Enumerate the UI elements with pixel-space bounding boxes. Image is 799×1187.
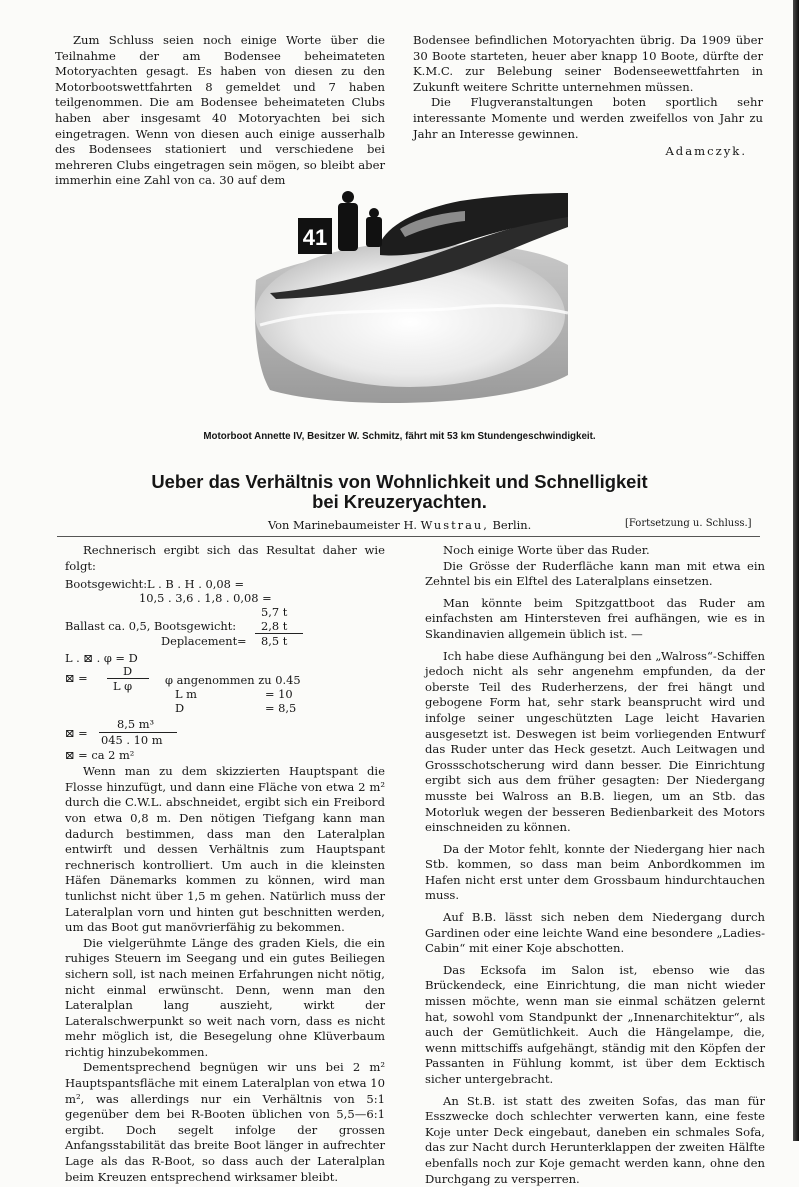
bottom-right-paragraph: Ich habe diese Aufhängung bei den „Walross“-Schiffen jedoch nicht als sehr angenehm empfunden, da der oberste Teil des Ruderherzens, der frei hängt und gebogene Form hat, sehr stark beansprucht wird und infolge seiner ungeschützten Lage leicht Havarien ausgesetzt ist. Deswegen ist beim vorliegenden Entwurf das Ruder unter das Heck gesetzt. Auch Leitwagen und Grossschotscherung wird dann besser. Die Einrichtung ergibt sich aus dem früher gesagten: Der Niedergang musste bei Walross an B.B. liegen, um an Stb. das Motorluk wegen der besseren Bedienbarkeit des Motors einschneiden zu können. xyxy=(425,648,765,835)
ballast-value: 2,8 t xyxy=(261,619,288,634)
bottom-left-column xyxy=(65,543,385,1185)
fraction-numerator: D xyxy=(123,664,133,679)
author-signature: Adamczyk. xyxy=(665,144,747,159)
equation: L . ⊠ . φ = D xyxy=(65,651,138,666)
bottom-right-paragraph: Noch einige Worte über das Ruder. xyxy=(443,543,650,557)
top-right-column xyxy=(413,33,763,160)
deplacement-eq: = xyxy=(237,634,247,649)
formula: L . B . H . 0,08 = xyxy=(147,577,244,592)
byline-prefix: Von Marinebaumeister H. xyxy=(268,518,418,532)
fraction2-left: ⊠ = xyxy=(65,726,88,741)
race-number: 41 xyxy=(302,225,328,250)
motorboat-photo xyxy=(250,185,570,410)
l-label: L m xyxy=(175,687,197,702)
passenger-figure xyxy=(366,217,382,247)
calculation-block xyxy=(65,574,385,763)
bottom-left-paragraph: Dementsprechend begnügen wir uns bei 2 m² Hauptspantsfläche mit einem Lateralplan von etwa 10 m², was allerdings nur ein Verhältnis von 5:1 gegenüber dem bei R-Booten üblichen von 5,5—6:1 ergibt. Doch segelt infolge der grossen Anfangsstabilität das breite Boot länger in aufrechter Lage als das R-Boot, so dass auch der Lateralplan beim Kreuzen entsprechend wirksamer bleibt. xyxy=(65,1060,385,1184)
fraction2-denominator: 045 . 10 m xyxy=(101,733,163,748)
calc-intro: Rechnerisch ergibt sich das Resultat daher wie folgt: xyxy=(65,543,385,573)
title-divider xyxy=(57,536,760,537)
page-edge xyxy=(793,0,799,1141)
bottom-right-paragraph: An St.B. ist statt des zweiten Sofas, das man für Esszwecke doch schlechter verwerten kann, eine feste Koje unter Deck eingebaut, daneben ein schmales Sofa, das zur Nacht durch Herunterklappen der zweiten Hälfte ebenfalls noch zur Koje gemacht werden kann, ohne den Durchgang zu versperren. xyxy=(425,1093,765,1186)
bottom-right-paragraph: Man könnte beim Spitzgattboot das Ruder am einfachsten am Hintersteven frei aufhängen, wie es in Skandinavien allgemein üblich ist. — xyxy=(425,595,765,641)
bottom-left-paragraph: Die vielgerühmte Länge des graden Kiels, die ein ruhiges Steuern im Seegang und ein gutes Beiliegen sichern soll, ist nach meinen Erfahrungen nicht nötig, nicht einmal erwünscht. Denn, wenn man den Lateralplan lang auszieht, wirkt der Lateralschwerpunkt so weit nach vorn, dass es nicht mehr möglich ist, die Besegelung ohne Klüverbaum richtig hinzubekommen. xyxy=(65,935,385,1059)
bottom-right-paragraph: Das Ecksofa im Salon ist, ebenso wie das Brückendeck, eine Einrichtung, die man nicht wieder missen möchte, wenn man sie einmal schätzen gelernt hat, sowohl vom Standpunkt der „Innenarchitektur“, als auch der Gemütlichkeit. Auch die Hängelampe, die, wenn mittschiffs aufgehängt, ständig mit den Köpfen der Passanten in Fühlung kommt, ist über dem Ecktisch sicher untergebracht. xyxy=(425,962,765,1086)
continuation-note: [Fortsetzung u. Schluss.] xyxy=(625,518,752,529)
byline xyxy=(268,518,531,532)
deplacement-label: Deplacement xyxy=(161,634,238,649)
formula-values: 10,5 . 3,6 . 1,8 . 0,08 = xyxy=(139,591,272,606)
bottom-right-column xyxy=(425,543,765,1187)
boat-weight-label: Bootsgewicht: xyxy=(65,577,148,592)
deplacement-value: 8,5 t xyxy=(261,634,288,649)
article-title xyxy=(40,472,759,512)
bottom-right-paragraph: Da der Motor fehlt, konnte der Niedergang hier nach Stb. kommen, so dass man beim Anbordkommen im Hafen nicht erst unter dem Grossbaum hindurchtauchen muss. xyxy=(425,841,765,903)
ballast-label: Ballast ca. 0,5, Bootsgewicht: xyxy=(65,619,237,634)
fraction-left: ⊠ = xyxy=(65,671,88,686)
l-value: = 10 xyxy=(265,687,293,702)
passenger-head xyxy=(369,208,379,218)
weight-value: 5,7 t xyxy=(261,605,288,620)
d-value: = 8,5 xyxy=(265,701,297,716)
top-right-paragraph: Bodensee befindlichen Motoryachten übrig. Da 1909 über 30 Boote starteten, heuer aber knapp 10 Boote, dürfte der K.M.C. zur Belebung seiner Bodenseewettfahrten in Zukunft weitere Schritte unternehmen müssen. xyxy=(413,33,763,94)
motorboat-illustration xyxy=(250,185,570,410)
byline-city: Berlin. xyxy=(492,518,532,532)
author-name: Wustrau, xyxy=(420,518,489,532)
result: ⊠ = ca 2 m² xyxy=(65,748,135,763)
driver-figure xyxy=(338,203,358,251)
photo-caption: Motorboot Annette IV, Besitzer W. Schmitz, fährt mit 53 km Stundengeschwindigkeit. xyxy=(203,431,596,442)
top-right-paragraph: Die Flugveranstaltungen boten sportlich sehr interessante Momente und werden zweifellos von Jahr zu Jahr an Interesse gewinnen. xyxy=(413,95,763,141)
fraction2-numerator: 8,5 m³ xyxy=(117,717,155,732)
top-left-column xyxy=(55,33,385,189)
driver-head xyxy=(342,191,354,203)
article-title-line: Ueber das Verhältnis von Wohnlichkeit und Schnelligkeit xyxy=(151,471,648,492)
d-label: D xyxy=(175,701,185,716)
fraction-denominator: L φ xyxy=(113,679,133,694)
bottom-right-paragraph: Auf B.B. lässt sich neben dem Niedergang durch Gardinen oder eine leichte Wand eine besondere „Ladies-Cabin“ mit einer Koje abschotten. xyxy=(425,910,765,956)
bottom-right-paragraph: Die Grösse der Ruderfläche kann man mit etwa ein Zehntel bis ein Elftel des Lateralplans einsetzen. xyxy=(425,558,765,589)
bottom-left-paragraph: Wenn man zu dem skizzierten Hauptspant die Flosse hinzufügt, und dann eine Fläche von etwa 2 m² durch die C.W.L. abschneidet, ergibt sich ein Freibord von etwa 0,8 m. Den nötigen Tiefgang kann man dadurch bestimmen, dass man den Lateralplan entwirft und dessen Verhältnis zum Hauptspant rechnerisch kontrolliert. Um auch in die kleinsten Häfen Dänemarks kommen zu können, wird man tunlichst nicht über 1,5 m gehen. Natürlich muss der Lateralplan vorn und hinten gut beschnitten werden, um das Boot gut manövrierfähig zu bekommen. xyxy=(65,764,385,935)
phi-assumption: φ angenommen zu 0.45 xyxy=(165,673,301,688)
article-title-line: bei Kreuzeryachten. xyxy=(312,491,487,512)
top-left-paragraph: Zum Schluss seien noch einige Worte über die Teilnahme der am Bodensee beheimateten Motoryachten gesagt. Es haben von diesen zu den Motorbootswettfahrten 8 gemeldet und 7 haben teilgenommen. Die am Bodensee beheimateten Clubs haben aber insgesamt 40 Motoryachten bei sich eingetragen. Wenn von diesen auch einige ausserhalb des Bodensees stationiert und verschiedene bei mehreren Clubs eingetragen sein mögen, so bleibt aber immerhin eine Zahl von ca. 30 auf dem xyxy=(55,33,385,188)
